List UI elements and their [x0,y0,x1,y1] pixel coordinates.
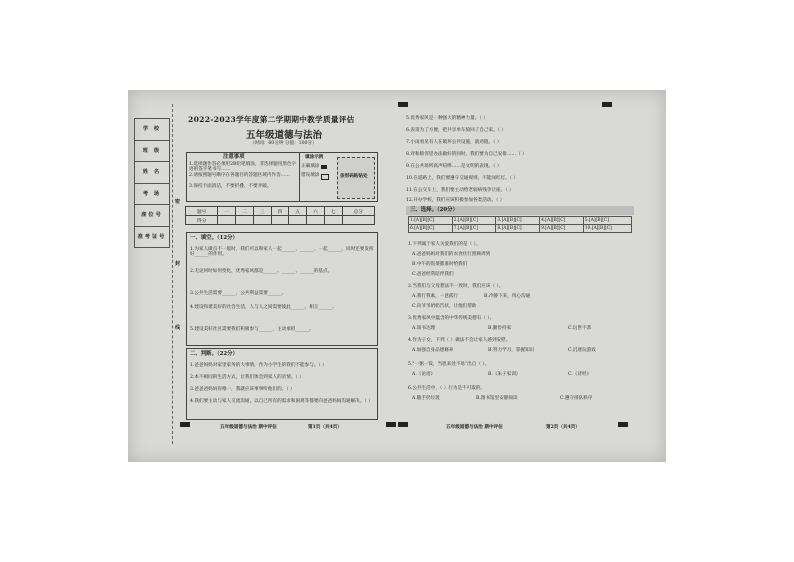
binding-dash-line [172,104,173,444]
exam-sheet [128,90,666,462]
section-judge [186,348,378,420]
exam-title: 2022-2023学年度第二学期期中教学质量评估 [188,115,355,124]
fill-correct-label: 正确填涂 [301,164,320,169]
notice-title: 注意事项 [223,154,245,160]
alignment-mark [618,422,628,427]
notice-line: 2.请按照题号顺序在各题目的答题区域内作答…… [189,173,290,178]
score-header: 七 [324,207,342,216]
answer-bubble-group[interactable]: 2.[A][B][C] [452,217,496,225]
judge-question: 9.在公共场所高声喧哗……是文明的表现。（ ） [406,164,502,169]
answer-bubble-group[interactable]: 3.[A][B][C] [496,217,540,225]
seal-label: 线 [175,325,181,331]
choice-question: 1.下列属于家人关爱我们的是（ ）。 [408,242,481,247]
footer-right: 五年级道德与法治 期中评估 [446,425,503,430]
score-cell [271,216,289,225]
choice-option: A.加强自身品德修养 [412,348,454,353]
judge-question: 3.爸爸爸妈妈你唯一，我就应该事事听他们的。（ ） [190,387,295,392]
score-cell [324,216,342,225]
score-header: 四 [271,207,289,216]
score-header: 六 [307,207,325,216]
fill-question: 4.建设和谐美好的社会生活，人与人之间需要彼此______、相互______。 [190,305,337,310]
choice-option: B.图书馆里安静阅读 [476,396,518,401]
answer-sheet-table [408,216,632,233]
judge-question: 11.在公交车上，我们要主动给老弱病残孕让座。（ ） [406,188,514,193]
binding-field: 准考证号 [137,233,167,240]
score-cell [218,216,236,225]
alignment-mark [602,102,612,107]
section-fill-blank [186,232,378,346]
answer-bubble-group[interactable]: 5.[A][B][C] [583,217,631,225]
choice-question: 2.当我们与父母想法不一致时，我们应该（ ）。 [408,284,504,289]
choice-option: B.中午的饭菜都准时给我们 [412,262,468,267]
choice-option: A.随手扔垃圾 [412,396,440,401]
answer-bubble-group[interactable]: 6.[A][B][C] [409,225,453,233]
choice-question: 3.优秀家风中蕴含的中华传统美德有（ ）。 [408,316,495,321]
exam-subject: 五年级道德与法治 [246,130,323,141]
score-cell [236,216,254,225]
footer-right-page: 第2页（共4页） [546,425,580,430]
section-title: 三、选择。（20分） [410,207,458,213]
score-table [185,206,375,225]
answer-bubble-group[interactable]: 8.[A][B][C] [496,225,540,233]
judge-question: 6.表哥为了方便，把共享单车骑回了自己家。（ ） [406,128,507,133]
fill-correct-mark [321,165,327,169]
choice-option: A.我行我素，一意孤行 [412,294,459,299]
seal-label: 密 [175,199,181,205]
score-header: 一 [218,207,236,216]
barcode-area [337,157,375,199]
choice-option: C.玩世不恭 [568,326,592,331]
choice-option: C.《诗经》 [568,372,592,377]
footer-left: 五年级道德与法治 期中评估 [220,425,277,430]
fill-question: 1.为家人做点不一般时，我们可以和家人一起______、______、一起______，同时还要发挥好______的作用。 [190,247,374,258]
score-cell [289,216,307,225]
choice-question: 5."一粥一饭，当思来处不易"出自（ ）。 [408,362,490,367]
section-title: 二、判断。（22分） [190,351,238,357]
choice-option: C.遵守排队秩序 [560,396,593,401]
fill-wrong-mark [321,174,329,180]
score-header: 三 [253,207,271,216]
choice-option: C.向爷爷奶奶告状，让他们帮助 [412,304,477,309]
section-title: 一、填空。（12分） [190,235,238,241]
notice-line: 1.选择题作答必须用2B铅笔填涂，非选择题用黑色字迹的签字笔书写…… [189,162,297,173]
alignment-mark [180,422,190,427]
choice-option: B.冷静下来，用心沟通 [484,294,531,299]
notice-box [186,152,378,202]
fill-question: 2.无论何时如何变化，优秀家风都是______、______、______的基点。 [190,269,333,274]
score-cell [253,216,271,225]
answer-bubble-group[interactable]: 4.[A][B][C] [540,217,584,225]
choice-option: C.爸爸经常陪伴我们 [412,272,454,277]
choice-option: B.勤俭持家 [488,326,512,331]
score-cell [307,216,325,225]
judge-question: 12.开办学校，我们应该积极参加各类活动。（ ） [406,198,505,203]
score-row-label: 得分 [186,216,218,225]
binding-field: 班 级 [135,141,169,163]
binding-field: 考 场 [135,184,169,206]
judge-question: 8.对和睦邻里办法做好的同时，我们要为自己安排……（ ） [406,152,527,157]
binding-info-box [134,118,170,248]
binding-field: 姓 名 [135,162,169,184]
judge-question: 2.本不相同的生活方式，让我们体会到家人的亲情。（ ） [190,375,304,380]
judge-question: 7.小雨看见有人在破坏公共设施，就劝阻。（ ） [406,140,502,145]
choice-option: A.知书达理 [412,326,436,331]
choice-option: B.《朱子家训》 [488,372,521,377]
footer-left-page: 第1页（共4页） [308,425,342,430]
judge-question: 5.优秀家风是一种强大的精神力量。（ ） [406,116,488,121]
fill-wrong-label: 错误填涂 [301,173,320,178]
choice-question: 6.公共生活中，（ ）行为是不可取的。 [408,386,486,391]
barcode-label: 条形码粘贴处 [340,174,368,179]
binding-field: 学 校 [135,119,169,141]
answer-bubble-group[interactable]: 7.[A][B][C] [452,225,496,233]
alignment-mark [398,102,408,107]
fill-question: 5.建设美好社区需要我们积极参与______，主动承担______。 [190,327,314,332]
choice-question: 4.作为子女，下列（ ）做法不会让家人感到安慰。 [408,338,511,343]
alignment-mark [398,422,408,427]
score-header: 二 [236,207,254,216]
choice-option: C.沉迷玩游戏 [568,348,596,353]
notice-line: 3.保持卡面清洁，不要折叠、不要弄破。 [189,184,272,189]
score-cell [342,216,374,225]
fill-question: 3.公共生活需要______，公共利益需要______。 [190,291,287,296]
score-header: 五 [289,207,307,216]
judge-question: 1.爸爸妈妈对家里家务的大事情，作为小学生的我们不能参与。（ ） [190,363,327,368]
alignment-mark [386,422,396,427]
choice-option: A.《论语》 [412,372,436,377]
score-header: 题号 [186,207,218,216]
judge-question: 10.在道路上，我们要遵守交通规则，不能闯红灯。（ ） [406,176,519,181]
seal-label: 封 [175,261,181,267]
answer-bubble-group[interactable]: 1.[A][B][C] [409,217,453,225]
choice-option: A.爸爸妈妈对我们的衣食住行照顾周到 [412,252,491,257]
fill-example-title: 填涂示例 [305,155,324,160]
judge-question: 4.我们要主动与家人交流沟通，以自己所有的需求和困难等都要向爸爸妈妈沟通解决。（ ） [190,399,373,404]
score-header: 总分 [342,207,374,216]
exam-meta: （时间：60分钟 分值：100分） [250,141,317,146]
answer-bubble-group[interactable]: 9.[A][B][C] [540,225,584,233]
binding-field: 座位号 [135,205,169,227]
choice-option: B.努力学习，掌握知识 [488,348,535,353]
answer-bubble-group[interactable]: 10.[A][B][C] [583,225,631,233]
